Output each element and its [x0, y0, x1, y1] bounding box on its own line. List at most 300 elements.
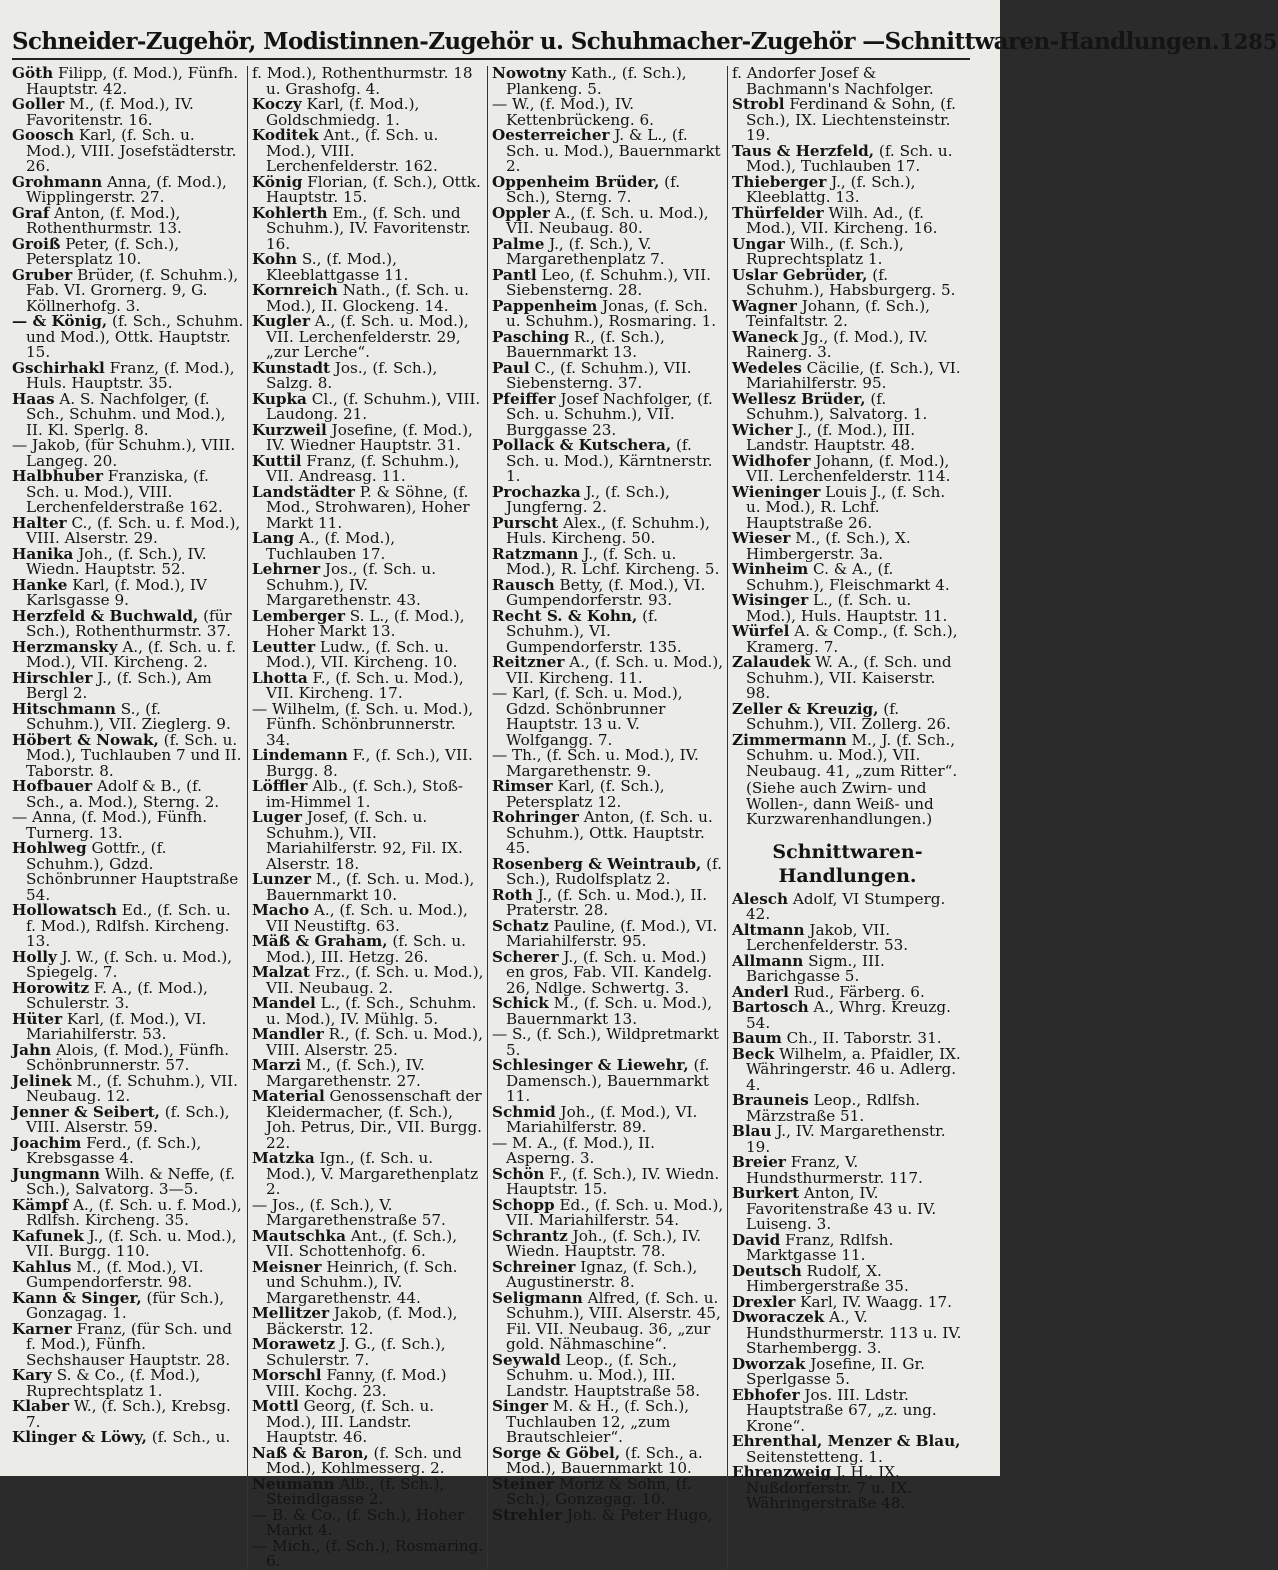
entry-name: Nowotny [492, 64, 566, 82]
entry-text: Ferdinand & Sohn, (f. Sch.), IX. Liechtensteinstr. 19. [746, 95, 956, 144]
entry-text: Genossenschaft der Kleidermacher, (f. Sch.), Joh. Petrus, Dir., VII. Burgg. 22. [266, 1087, 482, 1152]
entry-name: Paul [492, 359, 530, 377]
entry-name: Neumann [252, 1475, 335, 1493]
column-1 [12, 66, 248, 1570]
entry-text: A., V. Hundsthurmerstr. 113 u. IV. Starhembergg. 3. [746, 1308, 961, 1357]
directory-entry [12, 1043, 244, 1074]
entry-text: — Jakob, (für Schuhm.), VIII. Langeg. 20. [12, 436, 235, 470]
directory-entry [252, 175, 484, 206]
directory-entry [732, 562, 963, 593]
entry-text: (f. Sch. und Mod.), Kohlmesserg. 2. [266, 1444, 462, 1478]
entry-name: Brauneis [732, 1091, 809, 1109]
entry-text: f. Mod.), Rothenthurmstr. 18 u. Grashofg. 4. [252, 64, 473, 98]
directory-entry [252, 702, 484, 749]
entry-name: Grohmann [12, 173, 102, 191]
entry-name: Wieser [732, 529, 790, 547]
directory-entry [252, 779, 484, 810]
entry-text: — S., (f. Sch.), Wildpretmarkt 5. [492, 1025, 719, 1059]
directory-entry [492, 888, 724, 919]
entry-text: Anna, (f. Mod.), Wipplingerstr. 27. [26, 173, 227, 207]
entry-text: S. L., (f. Mod.), Hoher Markt 13. [266, 607, 465, 641]
directory-entry [252, 206, 484, 253]
entry-text: Gottfr., (f. Schuhm.), Gdzd. Schönbrunner Hauptstraße 54. [26, 839, 238, 904]
directory-entry [12, 1229, 244, 1260]
directory-entry [732, 954, 963, 985]
entry-text: A., (f. Sch. u. Mod.), VII. Kircheng. 11. [506, 653, 723, 687]
entry-text: Ant., (f. Sch.), VII. Schottenhofg. 6. [266, 1227, 457, 1261]
entry-name: Schrantz [492, 1227, 568, 1245]
entry-name: Kämpf [12, 1196, 68, 1214]
entry-text: J., (f. Sch. u. Mod.), II. Praterstr. 28. [506, 886, 707, 920]
entry-text: Jos. III. Ldstr. Hauptstraße 67, „z. ung. Krone“. [746, 1386, 937, 1435]
entry-text: Karl, (f. Mod.), IV Karlsgasse 9. [26, 576, 207, 610]
entry-name: Hanika [12, 545, 73, 563]
entry-name: Roth [492, 886, 533, 904]
directory-entry [492, 1399, 724, 1446]
entry-name: Klaber [12, 1397, 69, 1415]
directory-entry [732, 1093, 963, 1124]
entry-name: Bartosch [732, 998, 809, 1016]
directory-entry [732, 531, 963, 562]
entry-name: Drexler [732, 1293, 795, 1311]
entry-text: Sigm., III. Barichgasse 5. [746, 952, 885, 986]
page-header [12, 28, 970, 60]
entry-name: Palme [492, 235, 544, 253]
column-4 [732, 66, 966, 1570]
directory-entry [12, 206, 244, 237]
directory-entry [252, 1446, 484, 1477]
entry-text: Ludw., (f. Sch. u. Mod.), VII. Kircheng. 10. [266, 638, 458, 672]
entry-text: A., (f. Sch. u. f. Mod.), VII. Kircheng. 2. [26, 638, 236, 672]
entry-text: Betty, (f. Mod.), VI. Gumpendorferstr. 93. [506, 576, 705, 610]
entry-name: Wisinger [732, 591, 808, 609]
directory-entry [12, 66, 244, 97]
directory-entry [732, 923, 963, 954]
directory-entry [732, 144, 963, 175]
entry-text: Frz., (f. Sch. u. Mod.), VII. Neubaug. 2. [266, 963, 483, 997]
entry-name: Hohlweg [12, 839, 87, 857]
directory-entry [732, 655, 963, 702]
entry-name: Sorge & Göbel, [492, 1444, 620, 1462]
entry-text: — B. & Co., (f. Sch.), Hoher Markt 4. [252, 1506, 464, 1540]
directory-entry [252, 485, 484, 532]
entry-text: A., (f. Sch. u. f. Mod.), Rdlfsh. Kircheng. 35. [26, 1196, 242, 1230]
entry-text: M., (f. Sch. u. Mod.), Bauernmarkt 13. [506, 994, 712, 1028]
entry-text: (f. Sch.), VIII. Alserstr. 59. [26, 1103, 230, 1137]
entry-name: Dworaczek [732, 1308, 824, 1326]
directory-entry [252, 1151, 484, 1198]
section-heading [732, 840, 963, 888]
directory-entry [492, 66, 724, 97]
entry-name: Luger [252, 808, 302, 826]
entry-text: Alb., (f. Sch.), Stoß-im-Himmel 1. [266, 777, 463, 811]
directory-entry [492, 97, 724, 128]
entry-name: Dworzak [732, 1355, 805, 1373]
entry-name: Baum [732, 1029, 782, 1047]
directory-entry [732, 1186, 963, 1233]
directory-entry [12, 1136, 244, 1167]
directory-entry [252, 454, 484, 485]
entry-text: — Anna, (f. Mod.), Fünfh. Turnerg. 13. [12, 808, 207, 842]
entry-text: J., (f. Sch.), V. Margarethenplatz 7. [506, 235, 665, 269]
directory-entry [732, 175, 963, 206]
entry-text: — M. A., (f. Mod.), II. Asperng. 3. [492, 1134, 655, 1168]
entry-name: Allmann [732, 952, 803, 970]
directory-entry [252, 1539, 484, 1570]
entry-text: — Th., (f. Sch. u. Mod.), IV. Margarethenstr. 9. [492, 746, 699, 780]
entry-text: J., (f. Sch.), Jungferng. 2. [506, 483, 670, 517]
entry-name: Landstädter [252, 483, 355, 501]
entry-name: Holly [12, 948, 57, 966]
entry-text: J., (f. Sch. u. Mod.), VII. Burgg. 110. [26, 1227, 237, 1261]
entry-name: Gruber [12, 266, 72, 284]
directory-entry [492, 1260, 724, 1291]
entry-name: Kupka [252, 390, 307, 408]
directory-entry [252, 1508, 484, 1539]
entry-name: Zimmermann [732, 731, 847, 749]
entry-name: Oppler [492, 204, 550, 222]
directory-entry [252, 314, 484, 361]
directory-entry [252, 128, 484, 175]
directory-entry [732, 485, 963, 532]
directory-entry [12, 175, 244, 206]
entry-name: Kunstadt [252, 359, 330, 377]
directory-entry [492, 268, 724, 299]
entry-text: Ed., (f. Sch. u. Mod.), VII. Mariahilferstr. 54. [506, 1196, 723, 1230]
directory-entry [492, 779, 724, 810]
entry-text: (f. Sch., u. [147, 1428, 230, 1446]
entry-text: S. & Co., (f. Mod.), Ruprechtsplatz 1. [26, 1366, 200, 1400]
entry-name: Mandel [252, 994, 316, 1012]
directory-entry [492, 1291, 724, 1353]
directory-entry [12, 1291, 244, 1322]
directory-entry [252, 1198, 484, 1229]
entry-text: A., (f. Sch. u. Mod.), VII Neustiftg. 63. [266, 901, 468, 935]
directory-entry [252, 671, 484, 702]
entry-name: Würfel [732, 622, 789, 640]
entry-text: Rud., Färberg. 6. [789, 983, 925, 1001]
directory-entry [252, 252, 484, 283]
directory-entry [492, 1058, 724, 1105]
directory-entry [492, 919, 724, 950]
entry-name: Pfeiffer [492, 390, 556, 408]
entry-name: Zeller & Kreuzig, [732, 700, 878, 718]
entry-text: (f. Schuhm.), Salvatorg. 1. [746, 390, 927, 424]
page-number: 1285 [1219, 29, 1277, 54]
entry-name: König [252, 173, 302, 191]
entry-text: Franz, V. Hundsthurmerstr. 117. [746, 1153, 923, 1187]
entry-text: S., (f. Mod.), Kleeblattgasse 11. [266, 250, 408, 284]
entry-text: F., (f. Sch.), IV. Wiedn. Hauptstr. 15. [506, 1165, 719, 1199]
entry-text: (f. Sch., Schuhm. und Mod.), Ottk. Hauptstr. 15. [26, 312, 243, 361]
entry-text: J., (f. Sch. u. Mod.), R. Lchf. Kircheng. 5. [506, 545, 719, 579]
entry-name: Beck [732, 1045, 774, 1063]
entry-name: Koditek [252, 126, 319, 144]
entry-name: Lemberger [252, 607, 345, 625]
entry-name: Klinger & Löwy, [12, 1428, 147, 1446]
entry-name: Mäß & Graham, [252, 932, 388, 950]
directory-entry [12, 1399, 244, 1430]
entry-text: (f. Sch.), Rudolfsplatz 2. [506, 855, 722, 889]
entry-text: M., (f. Sch.), IV. Margarethenstr. 27. [266, 1056, 425, 1090]
entry-text: F. A., (f. Mod.), Schulerstr. 3. [26, 979, 208, 1013]
directory-entry [732, 1310, 963, 1357]
entry-text: Wilh. Ad., (f. Mod.), VII. Kircheng. 16. [746, 204, 938, 238]
entry-text: Joh., (f. Sch.), IV. Wiedn. Hauptstr. 52. [26, 545, 207, 579]
entry-text: Josefine, II. Gr. Sperlgasse 5. [746, 1355, 925, 1389]
entry-name: Malzat [252, 963, 310, 981]
directory-entry [732, 361, 963, 392]
directory-entry [12, 1074, 244, 1105]
column-3 [492, 66, 728, 1570]
entry-name: Mellitzer [252, 1304, 329, 1322]
directory-entry [492, 1167, 724, 1198]
directory-entry [492, 516, 724, 547]
directory-entry [12, 609, 244, 640]
entry-text: — Mich., (f. Sch.), Rosmaring. 6. [252, 1537, 483, 1570]
entry-name: Naß & Baron, [252, 1444, 369, 1462]
directory-entry [252, 361, 484, 392]
entry-text: M., (f. Sch. u. Mod.), Bauernmarkt 10. [266, 870, 474, 904]
directory-entry [732, 1233, 963, 1264]
entry-name: Uslar Gebrüder, [732, 266, 867, 284]
entry-name: Morschl [252, 1366, 322, 1384]
entry-name: Kurzweil [252, 421, 327, 439]
entry-text: Heinrich, (f. Sch. und Schuhm.), IV. Margarethenstr. 44. [266, 1258, 457, 1307]
entry-name: Kann & Singer, [12, 1289, 142, 1307]
entry-text: Joh. & Peter Hugo, [562, 1506, 712, 1524]
directory-entry [492, 1508, 724, 1524]
directory-entry [12, 314, 244, 361]
entry-text: — Jos., (f. Sch.), V. Margarethenstraße 57. [252, 1196, 446, 1230]
entry-text: Joh., (f. Mod.), VI. Mariahilferstr. 89. [506, 1103, 697, 1137]
entry-name: Strobl [732, 95, 785, 113]
entry-name: Steiner [492, 1475, 554, 1493]
entry-name: Breier [732, 1153, 786, 1171]
entry-name: Material [252, 1087, 325, 1105]
entry-text: C. & A., (f. Schuhm.), Fleischmarkt 4. [746, 560, 950, 594]
entry-name: Haas [12, 390, 55, 408]
entry-text: Anton, (f. Mod.), Rothenthurmstr. 13. [26, 204, 182, 238]
entry-name: Joachim [12, 1134, 81, 1152]
entry-name: Ratzmann [492, 545, 578, 563]
directory-entry [12, 702, 244, 733]
directory-entry [732, 66, 963, 97]
entry-text: Adolf & B., (f. Sch., a. Mod.), Sterng. 2. [26, 777, 219, 811]
cross-reference-note: (Siehe auch Zwirn- und Wollen-, dann Weiß- und Kurzwarenhandlungen.) [732, 781, 963, 828]
directory-entry [12, 97, 244, 128]
entry-name: Lunzer [252, 870, 311, 888]
entry-text: Alb., (f. Sch.), Steindlgasse 2. [266, 1475, 444, 1509]
directory-entry [252, 1260, 484, 1307]
entry-text: (f. Sch. u. Mod.), Kärntnerstr. 1. [506, 436, 713, 485]
entry-text: Jos., (f. Sch. u. Schuhm.), IV. Margarethenstr. 43. [266, 560, 436, 609]
directory-entry [732, 237, 963, 268]
entry-text: J. H., IX. Nußdorferstr. 7 u. IX. Währingerstraße 48. [746, 1463, 912, 1512]
entry-name: Pappenheim [492, 297, 597, 315]
directory-entry [252, 640, 484, 671]
directory-entry [732, 454, 963, 485]
entry-text: A., (f. Sch. u. Mod.), VII. Lerchenfelderstr. 29, „zur Lerche“. [266, 312, 469, 361]
entry-name: Reitzner [492, 653, 564, 671]
directory-entry [492, 1229, 724, 1260]
directory-entry [732, 423, 963, 454]
directory-entry [492, 392, 724, 439]
directory-entry [492, 361, 724, 392]
entry-name: Schatz [492, 917, 549, 935]
directory-entry [492, 330, 724, 361]
entry-text: Karl, (f. Mod.), VI. Mariahilferstr. 53. [26, 1010, 206, 1044]
entry-name: Ebhofer [732, 1386, 800, 1404]
entry-text: Em., (f. Sch. und Schuhm.), IV. Favoritenstr. 16. [266, 204, 471, 253]
entry-name: Jelinek [12, 1072, 72, 1090]
entry-text: M., (f. Mod.), VI. Gumpendorferstr. 98. [26, 1258, 204, 1292]
entry-text: Fanny, (f. Mod.) VIII. Kochg. 23. [266, 1366, 447, 1400]
directory-entry [252, 748, 484, 779]
entry-text: Franz, (f. Mod.), Huls. Hauptstr. 35. [26, 359, 235, 393]
directory-entry [732, 1434, 963, 1465]
entry-text: A. & Comp., (f. Sch.), Kramerg. 7. [746, 622, 958, 656]
directory-entry [12, 810, 244, 841]
directory-entry [732, 624, 963, 655]
directory-entry [12, 547, 244, 578]
entry-text: Cäcilie, (f. Sch.), VI. Mariahilferstr. 95. [746, 359, 961, 393]
entry-name: Kohlerth [252, 204, 328, 222]
entry-name: Göth [12, 64, 53, 82]
entry-text: Karl, (f. Sch. u. Mod.), VIII. Josefstädterstr. 26. [26, 126, 236, 175]
entry-name: Hanke [12, 576, 67, 594]
directory-entry [252, 1368, 484, 1399]
entry-name: Kugler [252, 312, 310, 330]
entry-text: M. & H., (f. Sch.), Tuchlauben 12, „zum Brautschleier“. [506, 1397, 689, 1446]
entry-text: Florian, (f. Sch.), Ottk. Hauptstr. 15. [266, 173, 481, 207]
entry-text: Jakob, (f. Mod.), Bäckerstr. 12. [266, 1304, 457, 1338]
directory-entry [492, 299, 724, 330]
entry-name: Hirschler [12, 669, 92, 687]
entry-text: Franz, (f. Schuhm.), VII. Andreasg. 11. [266, 452, 460, 486]
entry-name: Goller [12, 95, 64, 113]
directory-entry [12, 981, 244, 1012]
entry-text: Franz, (für Sch. und f. Mod.), Fünfh. Sechshauser Hauptstr. 28. [26, 1320, 232, 1369]
directory-entry [12, 950, 244, 981]
entry-name: Oesterreicher [492, 126, 610, 144]
entry-text: Nath., (f. Sch. u. Mod.), II. Glockeng. 14. [266, 281, 469, 315]
entry-name: — & König, [12, 312, 107, 330]
entry-text: Brüder, (f. Schuhm.), Fab. VI. Grornerg. 9, G. Köllnerhofg. 3. [26, 266, 238, 315]
entry-name: Halter [12, 514, 67, 532]
directory-entry [252, 97, 484, 128]
entry-text: (f. Schuhm.), VI. Gumpendorferstr. 135. [506, 607, 682, 656]
entry-text: Jos., (f. Sch.), Salzg. 8. [266, 359, 437, 393]
entry-text: Ignaz, (f. Sch.), Augustinerstr. 8. [506, 1258, 697, 1292]
directory-entry [492, 1446, 724, 1477]
directory-entry [492, 1198, 724, 1229]
entry-text: S., (f. Schuhm.), VII. Zieglerg. 9. [26, 700, 231, 734]
entry-name: Blau [732, 1122, 772, 1140]
entry-name: Macho [252, 901, 309, 919]
entry-name: Scherer [492, 948, 559, 966]
directory-entry [732, 593, 963, 624]
entry-name: Waneck [732, 328, 798, 346]
directory-entry [12, 779, 244, 810]
entry-text: J., IV. Margarethenstr. 19. [746, 1122, 946, 1156]
entry-text: (f. Sch. u. Mod.), Tuchlauben 7 und II. Taborstr. 8. [26, 731, 241, 780]
entry-text: Josefine, (f. Mod.), IV. Wiedner Hauptstr. 31. [266, 421, 473, 455]
entry-text: (f. Schuhm.), VII. Zollerg. 26. [746, 700, 951, 734]
directory-entry [252, 1477, 484, 1508]
directory-entry [12, 1012, 244, 1043]
entry-name: Kahlus [12, 1258, 71, 1276]
entry-name: Hollowatsch [12, 901, 117, 919]
entry-name: David [732, 1231, 780, 1249]
directory-entry [492, 438, 724, 485]
entry-name: Pollack & Kutschera, [492, 436, 671, 454]
directory-entry [492, 1353, 724, 1400]
directory-entry [252, 392, 484, 423]
directory-entry [12, 578, 244, 609]
entry-name: Wagner [732, 297, 797, 315]
entry-text: Johann, (f. Mod.), VII. Lerchenfelderstr. 114. [746, 452, 950, 486]
entry-name: Halbhuber [12, 467, 103, 485]
entry-text: (f. Sch. u. Mod.), Tuchlauben 17. [746, 142, 953, 176]
entry-text: Peter, (f. Sch.), Petersplatz 10. [26, 235, 179, 269]
entry-name: Wieninger [732, 483, 820, 501]
entry-name: Ehrenzweig [732, 1463, 831, 1481]
entry-text: (f. Sch.), Sterng. 7. [506, 173, 680, 207]
entry-name: Kornreich [252, 281, 338, 299]
entry-name: Oppenheim Brüder, [492, 173, 659, 191]
directory-entry [492, 206, 724, 237]
entry-text: (für Sch.), Gonzagag. 1. [26, 1289, 224, 1323]
entry-text: Georg, (f. Sch. u. Mod.), III. Landstr. Hauptstr. 46. [266, 1397, 434, 1446]
entry-text: Alois, (f. Mod.), Fünfh. Schönbrunnerstr. 57. [26, 1041, 229, 1075]
entry-name: Meisner [252, 1258, 322, 1276]
entry-text: Ign., (f. Sch. u. Mod.), V. Margarethenplatz 2. [266, 1149, 478, 1198]
entry-name: Anderl [732, 983, 789, 1001]
entry-name: Wedeles [732, 359, 802, 377]
entry-text: Alex., (f. Schuhm.), Huls. Kircheng. 50. [506, 514, 710, 548]
entry-name: Thieberger [732, 173, 826, 191]
directory-entry [732, 733, 963, 780]
entry-name: Alesch [732, 890, 788, 908]
directory-entry [492, 578, 724, 609]
entry-text: M., J. (f. Sch., Schuhm. u. Mod.), VII. Neubaug. 41, „zum Ritter“. [746, 731, 957, 780]
entry-text: — Wilhelm, (f. Sch. u. Mod.), Fünfh. Schönbrunnerstr. 34. [252, 700, 473, 749]
entry-text: F., (f. Sch. u. Mod.), VII. Kircheng. 17. [266, 669, 464, 703]
entry-name: Singer [492, 1397, 548, 1415]
directory-entry [12, 1322, 244, 1369]
directory-entry [492, 950, 724, 997]
entry-name: Gschirhakl [12, 359, 105, 377]
entry-name: Lehrner [252, 560, 320, 578]
entry-name: Kafunek [12, 1227, 84, 1245]
entry-name: Ehrenthal, Menzer & Blau, [732, 1432, 960, 1450]
directory-entry [492, 686, 724, 748]
column-2 [252, 66, 488, 1570]
entry-text: L., (f. Sch., Schuhm. u. Mod.), IV. Mühlg. 5. [266, 994, 476, 1028]
directory-entry [12, 128, 244, 175]
entry-text: F., (f. Sch.), VII. Burgg. 8. [266, 746, 473, 780]
directory-entry [492, 1027, 724, 1058]
directory-entry [492, 237, 724, 268]
entry-name: Ungar [732, 235, 785, 253]
entry-name: Rohringer [492, 808, 579, 826]
entry-text: Wilhelm, a. Pfaidler, IX. Währingerstr. 46 u. Adlerg. 4. [746, 1045, 961, 1094]
entry-name: Seywald [492, 1351, 561, 1369]
entry-text: R., (f. Sch. u. Mod.), VIII. Alserstr. 25. [266, 1025, 483, 1059]
entry-name: Herzfeld & Buchwald, [12, 607, 198, 625]
entry-text: M., (f. Mod.), IV. Favoritenstr. 16. [26, 95, 194, 129]
